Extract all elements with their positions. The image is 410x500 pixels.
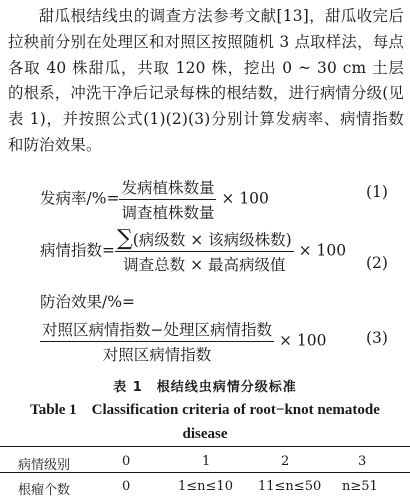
formula3-factor: × 100 [278, 331, 327, 350]
row-cell: 1≤n≤10 [178, 479, 233, 494]
table-caption-en: Table 1 Classification criteria of root−knot nematode disease [30, 402, 380, 442]
formula3-denominator: 对照区病情指数 [102, 346, 212, 364]
formula-incidence [40, 176, 269, 223]
paragraph-text: 甜瓜根结线虫的调查方法参考文献[13]，甜瓜收完后拉秧前分别在处理区和对照区按照随机 3 点取样法，每点各取 40 株甜瓜，共取 120 株，挖出 0 ~ 30 cm 土层的根系，冲洗干净后记录每株的根结数，进行病情分级(见表 1)，并按照公式(1)(2)(3)分别计算发病率、病情指数和防治效果。 [8, 7, 404, 154]
formula2-factor: × 100 [298, 241, 347, 260]
formula2-denominator: 调查总数 × 最高病级值 [123, 256, 286, 274]
formula-disease-index [40, 228, 346, 275]
formula1-fraction [119, 176, 216, 223]
formula3-numerator: 对照区病情指数−处理区病情指数 [40, 318, 274, 342]
formula-control-effect [40, 318, 326, 365]
formula2-numerator-text: (病级数 × 该病级株数) [132, 231, 292, 249]
header-cell: 3 [358, 454, 367, 469]
row-cell: 0 [122, 479, 131, 494]
header-cell: 1 [202, 454, 211, 469]
formula3-number: (3) [366, 329, 388, 347]
table-caption-cn: 表 1 根结线虫病情分级标准 [113, 380, 297, 395]
row-cell: n≥51 [342, 479, 378, 494]
formula1-number: (1) [366, 183, 388, 201]
formula2-numerator [115, 228, 294, 252]
formula2-lhs: 病情指数= [40, 241, 115, 260]
formula1-denominator: 调查植株数量 [121, 204, 215, 222]
header-cell: 0 [122, 454, 131, 469]
formula3-fraction [40, 318, 274, 365]
formula1-factor: × 100 [221, 189, 269, 208]
header-cell: 2 [281, 454, 290, 469]
formula1-lhs: 发病率/%= [40, 189, 120, 208]
row-cell: 根瘤个数 [18, 483, 71, 498]
row-cell: 11≤n≤50 [258, 479, 322, 494]
sum-symbol: ∑ [117, 226, 133, 251]
header-cell: 病情级别 [18, 458, 71, 473]
formula2-number: (2) [366, 254, 388, 272]
formula1-numerator: 发病植株数量 [119, 176, 216, 200]
methods-paragraph [8, 4, 404, 159]
table-top-rule [0, 446, 410, 447]
formula3-lhs: 防治效果/%= [40, 293, 135, 311]
table-mid-rule [0, 472, 410, 473]
formula2-fraction [115, 228, 294, 275]
